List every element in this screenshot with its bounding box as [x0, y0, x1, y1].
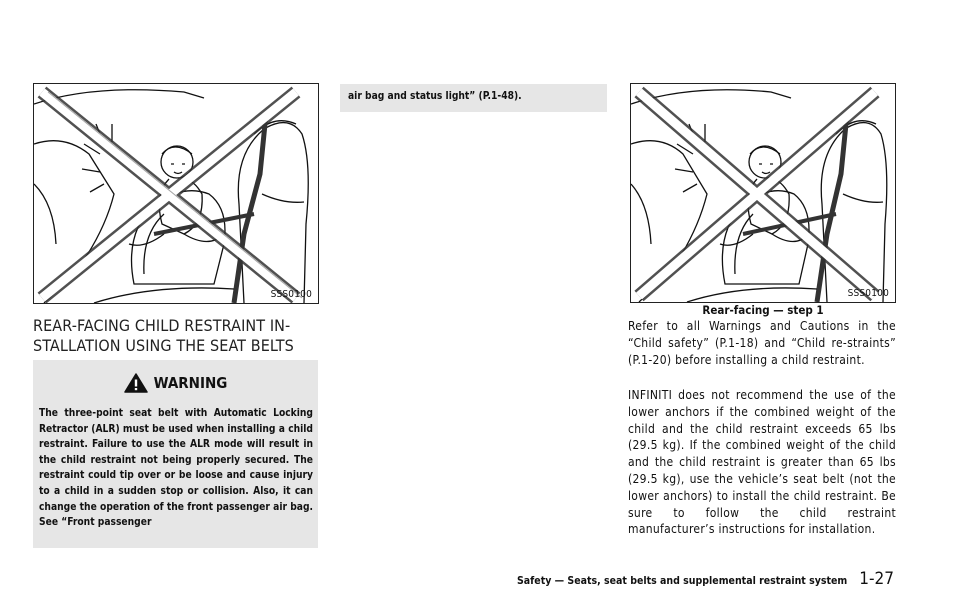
page-number: 1-27	[859, 569, 894, 589]
heading-line-1: REAR-FACING CHILD RESTRAINT IN-	[33, 316, 291, 335]
page-footer	[500, 569, 894, 591]
figure-code: SSS0100	[847, 288, 889, 299]
paragraph-1: Refer to all Warnings and Cautions in the “Child safety” (P.1-18) and “Child re-straints” (P.1-20) before installing a child restraint.	[628, 319, 896, 367]
child-seat-illustration	[34, 84, 318, 303]
section-heading	[33, 316, 328, 356]
figure-code: SSS0100	[270, 289, 312, 300]
footer-section-text: Safety — Seats, seat belts and supplemental restraint system	[517, 575, 848, 587]
warning-continued-box	[340, 84, 607, 112]
warning-title: WARNING	[153, 374, 228, 392]
warning-triangle-icon	[124, 373, 148, 393]
child-seat-illustration	[631, 84, 895, 302]
figure-left	[33, 83, 319, 304]
heading-line-2: STALLATION USING THE SEAT BELTS	[33, 336, 294, 355]
warning-continued-text: air bag and status light” (P.1-48).	[348, 91, 522, 102]
figure-right	[630, 83, 896, 303]
warning-body: The three-point seat belt with Automatic Locking Retractor (ALR) must be used when installing a child restraint. Failure to use the ALR mode will result in the child restraint not being properly secured. The restraint could tip over or be loose and cause injury to a child in a sudden stop or collision. Also, it can change the operation of the front passenger air bag. See “Front passenger	[39, 408, 313, 529]
figure-caption: Rear-facing — step 1	[702, 303, 824, 317]
warning-box	[33, 360, 318, 548]
warning-title-row	[33, 370, 318, 396]
paragraph-2: INFINITI does not recommend the use of the lower anchors if the combined weight of the child and the child restraint exceeds 65 lbs (29.5 kg). If the combined weight of the child and the child restraint is greater than 65 lbs (29.5 kg), use the vehicle’s seat belt (not the lower anchors) to install the child restraint. Be sure to follow the child restraint manufacturer’s instructions for installation.	[628, 388, 896, 537]
